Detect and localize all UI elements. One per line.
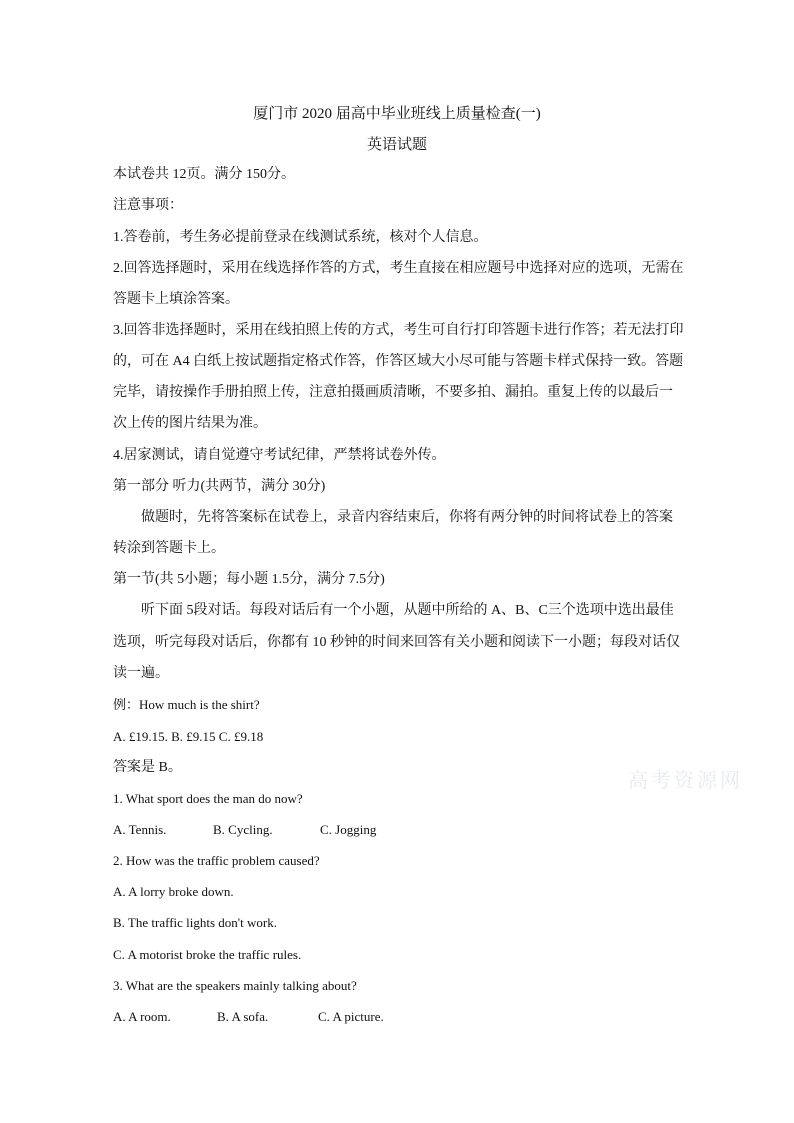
notice-item-1: 1.答卷前，考生务必提前登录在线测试系统，核对个人信息。 (113, 230, 488, 245)
notice-item-4: 4.居家测试，请自觉遵守考试纪律，严禁将试卷外传。 (113, 448, 446, 463)
part-1-instruction-line-2: 转涂到答题卡上。 (113, 541, 225, 556)
question-3-option-c: C. A picture. (318, 1009, 384, 1024)
question-2-stem: 2. How was the traffic problem caused? (113, 853, 320, 868)
question-3-options (113, 1007, 384, 1027)
section-1-instruction-line-3: 读一遍。 (113, 666, 169, 681)
question-2-option-a: A. A lorry broke down. (113, 884, 234, 899)
notice-item-3-line-1: 3.回答非选择题时，采用在线拍照上传的方式，考生可自行打印答题卡进行作答；若无法打印 (113, 323, 684, 338)
question-2-option-c: C. A motorist broke the traffic rules. (113, 947, 302, 962)
question-1-options (113, 820, 376, 840)
example-options: A. £19.15. B. £9.15 C. £9.18 (113, 729, 264, 744)
watermark: 高考资源网 (628, 768, 743, 792)
exam-title: 厦门市 2020 届高中毕业班线上质量检查(一) (253, 106, 541, 122)
question-2-option-b: B. The traffic lights don't work. (113, 915, 277, 930)
notice-item-3-line-4: 次上传的图片结果为准。 (113, 416, 267, 431)
notice-heading: 注意事项： (113, 198, 183, 213)
notice-item-3-line-3: 完毕，请按操作手册拍照上传，注意拍摄画质清晰，不要多拍、漏拍。重复上传的以最后一 (113, 385, 673, 400)
section-1-instruction-line-1: 听下面 5段对话。每段对话后有一个小题，从题中所给的 A、B、C三个选项中选出最佳 (141, 603, 674, 618)
question-3-stem: 3. What are the speakers mainly talking about? (113, 978, 357, 993)
exam-subtitle: 英语试题 (366, 137, 427, 153)
notice-item-2-line-2: 答题卡上填涂答案。 (113, 292, 239, 307)
question-1-stem: 1. What sport does the man do now? (113, 791, 303, 806)
example-answer: 答案是 B。 (113, 760, 182, 775)
notice-item-2-line-1: 2.回答选择题时，采用在线选择作答的方式，考生直接在相应题号中选择对应的选项，无需在 (113, 261, 684, 276)
question-1-option-b: B. Cycling. (213, 822, 273, 837)
part-1-instruction-line-1: 做题时，先将答案标在试卷上，录音内容结束后，你将有两分钟的时间将试卷上的答案 (141, 510, 673, 525)
section-1-heading: 第一节(共 5小题；每小题 1.5分，满分 7.5分) (113, 572, 385, 587)
page-count-note: 本试卷共 12页。满分 150分。 (113, 167, 295, 182)
notice-item-3-line-2: 的，可在 A4 白纸上按试题指定格式作答，作答区域大小尽可能与答题卡样式保持一致。答题 (113, 354, 684, 369)
question-1-option-a: A. Tennis. (113, 822, 167, 837)
question-3-option-b: B. A sofa. (217, 1009, 269, 1024)
question-3-option-a: A. A room. (113, 1009, 171, 1024)
section-1-instruction-line-2: 选项，听完每段对话后，你都有 10 秒钟的时间来回答有关小题和阅读下一小题；每段对话仅 (113, 635, 680, 650)
part-1-heading: 第一部分 听力(共两节，满分 30分) (113, 479, 326, 494)
example-question: 例：How much is the shirt? (113, 697, 260, 712)
question-1-option-c: C. Jogging (320, 822, 377, 837)
